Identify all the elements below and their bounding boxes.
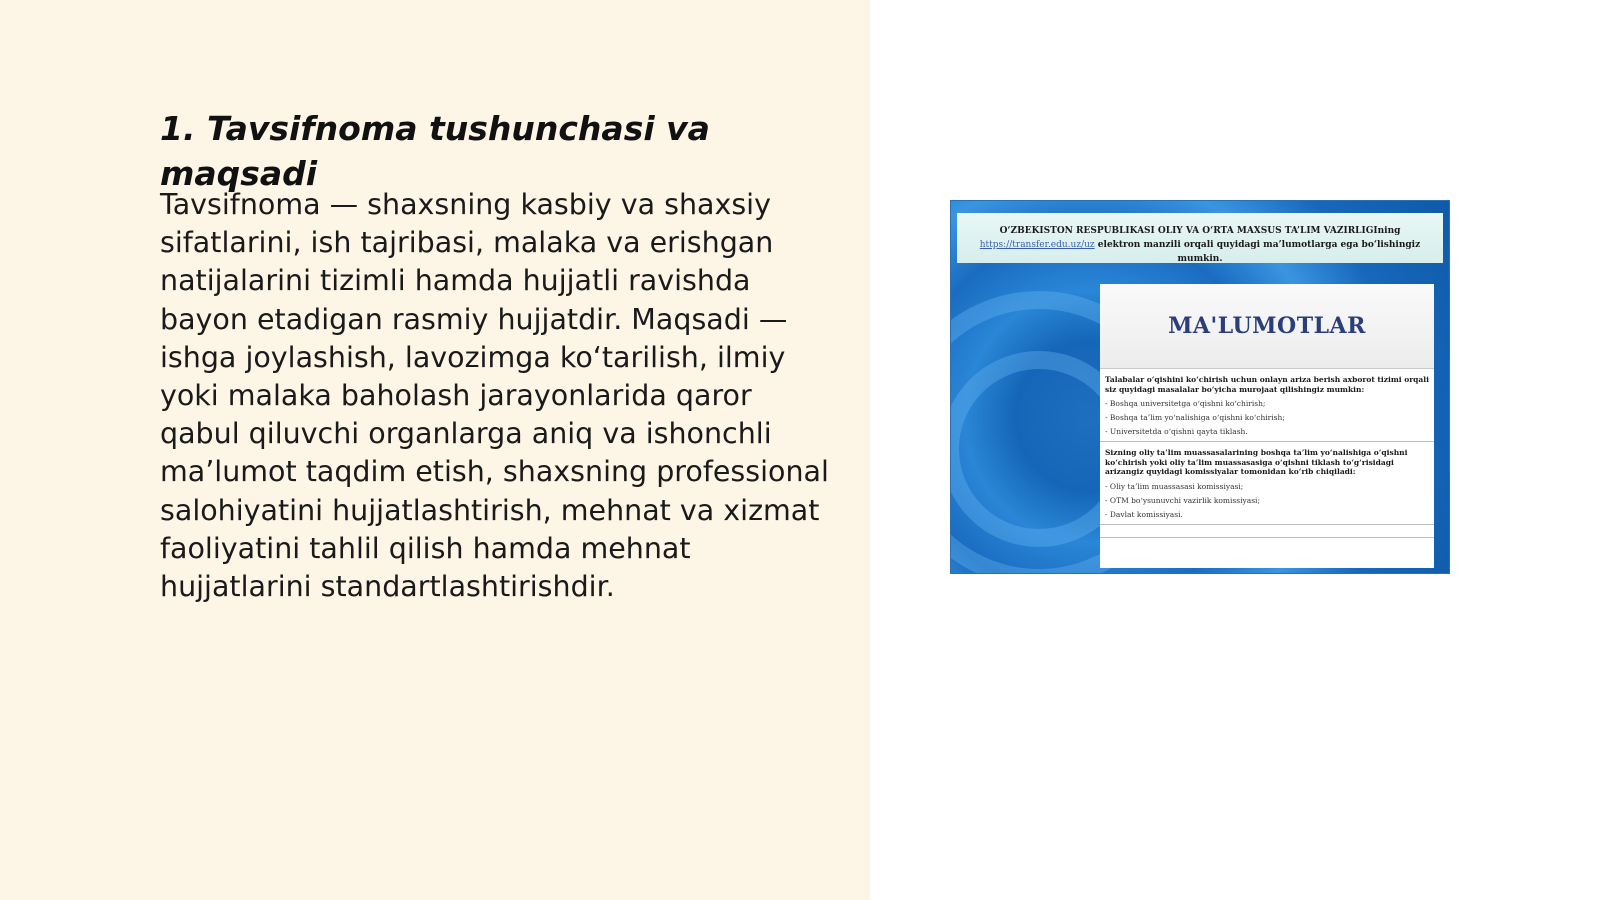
picture-header	[957, 213, 1443, 263]
info-section-2	[1100, 442, 1434, 525]
info-card-titlebox	[1100, 284, 1434, 369]
picture-header-link: https://transfer.edu.uz/uz	[979, 240, 1095, 250]
list-item: - Boshqa ta’lim yo‘nalishiga o‘qishni ko‘chirish;	[1105, 413, 1285, 422]
slide-body-text: Tavsifnoma — shaxsning kasbiy va shaxsiy sifatlarini, ish tajribasi, malaka va erishgan natijalarini tizimli hamda hujjatli ravishda bayon etadigan rasmiy hujjatdir. Maqsadi — ishga joylashish, lavozimga ko‘tarilish, ilmiy yoki malaka baholash jarayonlarida qaror qabul qiluvchi organlarga aniq va ishonchli ma’lumot taqdim etish, shaxsning professional salohiyatini hujjatlashtirish, mehnat va xizmat faoliyatini tahlil qilish hamda mehnat hujjatlarini standartlashtirishdir.	[160, 188, 829, 604]
list-item: - Davlat komissiyasi.	[1105, 509, 1183, 519]
list-item: - Universitetda o‘qishni qayta tiklash.	[1105, 427, 1248, 436]
list-item: - Boshqa universitetga o‘qishni ko‘chirish;	[1105, 399, 1266, 408]
picture-header-line2	[957, 238, 1443, 266]
slide-title: 1. Tavsifnoma tushunchasi va maqsadi	[160, 109, 710, 193]
info-section-2-intro: Sizning oliy ta’lim muassasalarining boshqa ta’lim yo‘nalishiga o‘qishni ko‘chirish yoki oliy ta’lim muassasasiga o‘qishni tiklash to‘g‘risidagi arizangiz quyidagi komissiyalar tomonidan ko‘rib chiqiladi:	[1105, 448, 1408, 476]
list-item: - Oliy ta’lim muassasasi komissiyasi;	[1105, 481, 1244, 491]
website-screenshot-image	[950, 200, 1450, 574]
card-divider	[1100, 525, 1434, 538]
picture-header-line2-text: elektron manzili orqali quyidagi ma’lumotlarga ega bo‘lishingiz mumkin.	[1097, 240, 1421, 264]
info-section-1	[1100, 369, 1434, 442]
picture-header-line1: O‘ZBEKISTON RESPUBLIKASI OLIY VA O‘RTA MAXSUS TA’LIM VAZIRLIGIning	[999, 226, 1401, 236]
info-card	[1100, 284, 1434, 568]
list-item: - OTM bo‘ysunuvchi vazirlik komissiyasi;	[1105, 495, 1260, 505]
info-section-1-intro: Talabalar o‘qishini ko‘chirish uchun onlayn ariza berish axborot tizimi orqali siz quyidagi masalalar bo‘yicha murojaat qilishingiz mumkin:	[1105, 375, 1429, 394]
info-card-title: MA'LUMOTLAR	[1168, 313, 1366, 339]
